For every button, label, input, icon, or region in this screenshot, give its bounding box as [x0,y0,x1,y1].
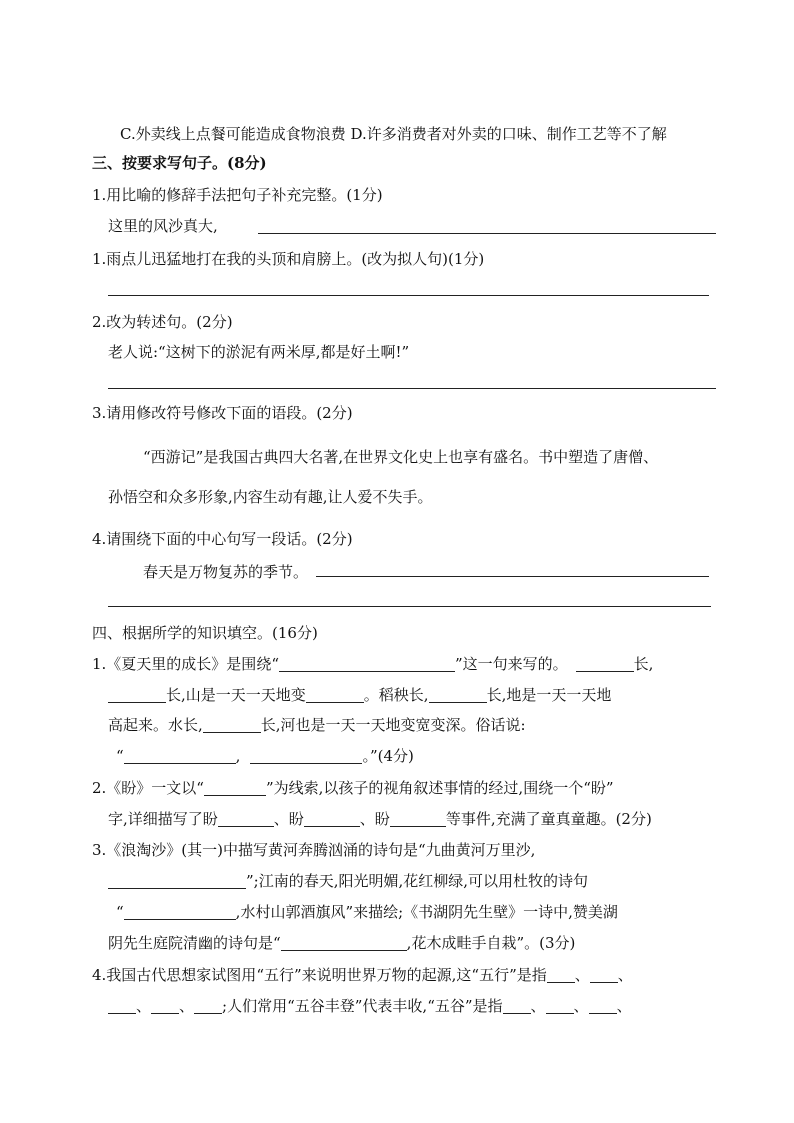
blank[interactable] [589,998,617,1014]
blank[interactable] [503,998,531,1014]
s3-q2-stem: 老人说:“这树下的淤泥有两米厚,都是好土啊!” [108,343,410,361]
s4-q3-line3 [116,902,618,922]
blank[interactable] [576,656,634,672]
s4-q3-line1: 3.《浪淘沙》(其一)中描写黄河奔腾汹涌的诗句是“九曲黄河万里沙, [92,841,536,859]
sep: 、 [530,997,546,1015]
s3-q1b-answer-line[interactable] [108,295,709,296]
text: 、盼 [273,810,304,828]
blank[interactable] [546,998,574,1014]
blank[interactable] [194,998,222,1014]
s4-q1-line3 [108,715,526,735]
sep: 、 [136,997,152,1015]
text: 。”(4分) [362,747,414,765]
s4-q4-line1 [92,965,633,985]
sep: 、 [617,966,633,984]
blank[interactable] [250,748,362,764]
s4-q1-line1 [92,654,653,674]
text: 长, [633,655,654,673]
sep: 、 [574,966,590,984]
blank[interactable] [108,873,246,889]
s4-q1-line4 [116,746,414,766]
text: 。稻秧长, [363,686,429,704]
blank[interactable] [590,967,618,983]
section-3-heading: 三、按要求写句子。(8分) [92,154,267,172]
s3-q4-stem: 春天是万物复苏的季节。 [143,563,309,581]
sep: 、 [616,997,632,1015]
text: , [235,747,241,765]
text: 阴先生庭院清幽的诗句是“ [108,934,281,952]
blank[interactable] [204,780,266,796]
text: 长,地是一天一天地 [486,686,612,704]
blank[interactable] [124,748,236,764]
sep: 、 [573,997,589,1015]
text: 1.《夏天里的成长》是围绕“ [92,655,279,673]
text: 长,河也是一天一天地变宽变深。俗话说: [260,716,526,734]
s3-q3-paragraph-line1: “西游记”是我国古典四大名著,在世界文化史上也享有盛名。书中塑造了唐僧、 [143,448,659,466]
s3-q1b-prompt: 1.雨点儿迅猛地打在我的头顶和肩膀上。(改为拟人句)(1分) [92,250,485,268]
text: 字,详细描写了盼 [108,810,218,828]
s3-q4-prompt: 4.请围绕下面的中心句写一段话。(2分) [92,530,353,548]
blank[interactable] [281,935,407,951]
blank[interactable] [547,967,575,983]
text: ,水村山郭酒旗风”来描绘;《书湖阴先生壁》一诗中,赞美湖 [235,903,618,921]
section-4-heading: 四、根据所学的知识填空。(16分) [92,624,318,642]
text: 4.我国古代思想家试图用“五行”来说明世界万物的起源,这“五行”是指 [92,966,547,984]
s3-q4-answer-line-2[interactable] [108,606,711,607]
s4-q2-line1 [92,778,614,798]
blank[interactable] [390,811,446,827]
text: ”这一句来写的。 [454,655,568,673]
text: 、盼 [359,810,390,828]
blank[interactable] [429,687,487,703]
s3-q3-prompt: 3.请用修改符号修改下面的语段。(2分) [92,404,353,422]
s3-q3-paragraph-line2: 孙悟空和众多形象,内容生动有趣,让人爱不失手。 [108,488,433,506]
text: “ [116,747,124,765]
s4-q1-line2 [108,685,611,705]
blank[interactable] [108,998,136,1014]
s4-q2-line2 [108,809,652,829]
blank[interactable] [306,687,364,703]
text: 长,山是一天一天地变 [166,686,306,704]
blank[interactable] [218,811,274,827]
blank[interactable] [279,656,455,672]
text: 高起来。水长, [108,716,203,734]
text: ”;江南的春天,阳光明媚,花红柳绿,可以用杜牧的诗句 [246,872,589,890]
blank[interactable] [124,904,236,920]
s4-q4-line2 [108,996,632,1016]
text: ;人们常用“五谷丰登”代表丰收,“五谷”是指 [222,997,503,1015]
s4-q3-line4 [108,933,575,953]
s3-q2-answer-line[interactable] [108,388,716,389]
sep: 、 [179,997,195,1015]
text: ,花木成畦手自栽”。(3分) [406,934,576,952]
blank[interactable] [304,811,360,827]
s3-q2-prompt: 2.改为转述句。(2分) [92,313,233,331]
s3-q1a-prompt: 1.用比喻的修辞手法把句子补充完整。(1分) [92,186,383,204]
s3-q1a-stem: 这里的风沙真大, [108,217,218,235]
blank[interactable] [151,998,179,1014]
text: 2.《盼》一文以“ [92,779,204,797]
blank[interactable] [203,717,261,733]
q2-options-tail: C.外卖线上点餐可能造成食物浪费 D.许多消费者对外卖的口味、制作工艺等不了解 [120,125,667,143]
s3-q1a-answer-line[interactable] [258,233,716,234]
text: 等事件,充满了童真童趣。(2分) [445,810,652,828]
text: “ [116,903,124,921]
text: ”为线索,以孩子的视角叙述事情的经过,围绕一个“盼” [265,779,614,797]
blank[interactable] [108,687,166,703]
s3-q4-answer-line-1[interactable] [316,576,709,577]
s4-q3-line2 [108,871,588,891]
